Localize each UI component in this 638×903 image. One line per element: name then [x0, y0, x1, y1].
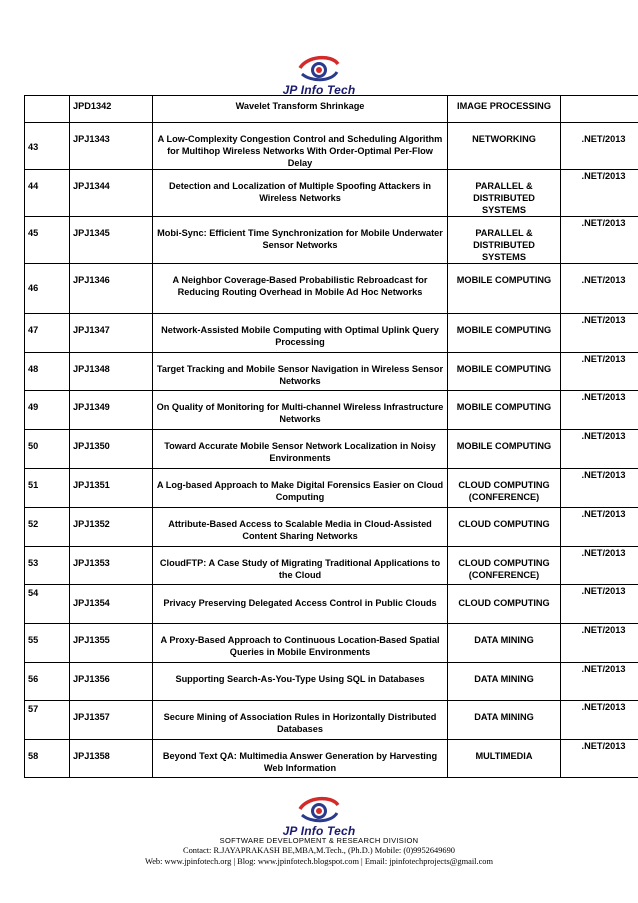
page-footer: [0, 836, 638, 867]
technology-year-cell: .NET/2013: [561, 740, 638, 778]
table-row: [25, 391, 638, 430]
project-domain-cell: DATA MINING: [448, 624, 561, 663]
project-title-cell: Detection and Localization of Multiple Spoofing Attackers in Wireless Networks: [153, 170, 448, 217]
table-row: [25, 547, 638, 585]
footer-web: Web: www.jpinfotech.org | Blog: www.jpinfotech.blogspot.com | Email: jpinfotechprojects@gmail.com: [144, 857, 494, 866]
table-row: [25, 508, 638, 547]
table-row: [25, 123, 638, 170]
serial-number-cell: 44: [25, 170, 70, 217]
project-title-cell: A Neighbor Coverage-Based Probabilistic Rebroadcast for Reducing Routing Overhead in Mobile Ad Hoc Networks: [153, 264, 448, 314]
project-domain-cell: PARALLEL & DISTRIBUTED SYSTEMS: [448, 217, 561, 264]
table-row: [25, 740, 638, 778]
project-title-cell: A Low-Complexity Congestion Control and Scheduling Algorithm for Multihop Wireless Networks With Order-Optimal Per-Flow Delay: [153, 123, 448, 170]
serial-number-cell: 46: [25, 264, 70, 314]
project-code-cell: JPJ1357: [70, 701, 153, 740]
project-title-cell: Wavelet Transform Shrinkage: [153, 96, 448, 123]
footer-division: SOFTWARE DEVELOPMENT & RESEARCH DIVISION: [219, 836, 419, 845]
project-title-cell: Attribute-Based Access to Scalable Media in Cloud-Assisted Content Sharing Networks: [153, 508, 448, 547]
project-code-cell: JPJ1358: [70, 740, 153, 778]
footer-contact: Contact: R.JAYAPRAKASH BE,MBA,M.Tech., (Ph.D.) Mobile: (0)9952649690: [183, 846, 455, 855]
serial-number-cell: 47: [25, 314, 70, 353]
technology-year-cell: .NET/2013: [561, 508, 638, 547]
project-code-cell: JPJ1355: [70, 624, 153, 663]
technology-year-cell: .NET/2013: [561, 547, 638, 585]
table-row: [25, 353, 638, 391]
project-domain-cell: DATA MINING: [448, 663, 561, 701]
technology-year-cell: .NET/2013: [561, 663, 638, 701]
project-code-cell: JPJ1350: [70, 430, 153, 469]
technology-year-cell: .NET/2013: [561, 123, 638, 170]
project-code-cell: JPJ1356: [70, 663, 153, 701]
project-table: [24, 95, 638, 778]
project-domain-cell: IMAGE PROCESSING: [448, 96, 561, 123]
project-domain-cell: MOBILE COMPUTING: [448, 430, 561, 469]
footer-logo: [0, 793, 638, 838]
project-title-cell: Mobi-Sync: Efficient Time Synchronization for Mobile Underwater Sensor Networks: [153, 217, 448, 264]
table-row: [25, 624, 638, 663]
technology-year-cell: .NET/2013: [561, 701, 638, 740]
project-domain-cell: CLOUD COMPUTING: [448, 585, 561, 624]
project-title-cell: Supporting Search-As-You-Type Using SQL in Databases: [153, 663, 448, 701]
project-code-cell: JPJ1353: [70, 547, 153, 585]
project-code-cell: JPJ1349: [70, 391, 153, 430]
project-title-cell: A Log-based Approach to Make Digital Forensics Easier on Cloud Computing: [153, 469, 448, 508]
project-domain-cell: MOBILE COMPUTING: [448, 353, 561, 391]
project-title-cell: CloudFTP: A Case Study of Migrating Traditional Applications to the Cloud: [153, 547, 448, 585]
table-row: [25, 469, 638, 508]
project-title-cell: Network-Assisted Mobile Computing with Optimal Uplink Query Processing: [153, 314, 448, 353]
table-row: [25, 96, 638, 123]
project-code-cell: JPJ1344: [70, 170, 153, 217]
serial-number-cell: 53: [25, 547, 70, 585]
serial-number-cell: 58: [25, 740, 70, 778]
technology-year-cell: .NET/2013: [561, 624, 638, 663]
project-domain-cell: NETWORKING: [448, 123, 561, 170]
project-title-cell: Privacy Preserving Delegated Access Control in Public Clouds: [153, 585, 448, 624]
technology-year-cell: .NET/2013: [561, 314, 638, 353]
project-code-cell: JPJ1352: [70, 508, 153, 547]
project-domain-cell: CLOUD COMPUTING: [448, 508, 561, 547]
technology-year-cell: .NET/2013: [561, 391, 638, 430]
technology-year-cell: .NET/2013: [561, 353, 638, 391]
technology-year-cell: .NET/2013: [561, 430, 638, 469]
technology-year-cell: .NET/2013: [561, 469, 638, 508]
project-code-cell: JPJ1351: [70, 469, 153, 508]
technology-year-cell: .NET/2013: [561, 217, 638, 264]
project-domain-cell: CLOUD COMPUTING (CONFERENCE): [448, 469, 561, 508]
serial-number-cell: 54: [25, 585, 70, 624]
serial-number-cell: 49: [25, 391, 70, 430]
jp-info-tech-logo-icon: [297, 52, 341, 86]
technology-year-cell: [561, 96, 638, 123]
project-domain-cell: MOBILE COMPUTING: [448, 391, 561, 430]
header-brand-name: JP Info Tech: [282, 83, 356, 97]
table-row: [25, 170, 638, 217]
project-code-cell: JPJ1354: [70, 585, 153, 624]
technology-year-cell: .NET/2013: [561, 170, 638, 217]
table-row: [25, 217, 638, 264]
jp-info-tech-logo-icon: [297, 793, 341, 827]
table-row: [25, 663, 638, 701]
project-domain-cell: MOBILE COMPUTING: [448, 314, 561, 353]
table-row: [25, 264, 638, 314]
table-row: [25, 430, 638, 469]
technology-year-cell: .NET/2013: [561, 585, 638, 624]
project-code-cell: JPD1342: [70, 96, 153, 123]
serial-number-cell: 56: [25, 663, 70, 701]
serial-number-cell: 43: [25, 123, 70, 170]
project-code-cell: JPJ1343: [70, 123, 153, 170]
serial-number-cell: 51: [25, 469, 70, 508]
table-row: [25, 314, 638, 353]
project-table-body: [25, 96, 638, 778]
project-domain-cell: CLOUD COMPUTING (CONFERENCE): [448, 547, 561, 585]
project-title-cell: Beyond Text QA: Multimedia Answer Generation by Harvesting Web Information: [153, 740, 448, 778]
project-domain-cell: MOBILE COMPUTING: [448, 264, 561, 314]
project-domain-cell: PARALLEL & DISTRIBUTED SYSTEMS: [448, 170, 561, 217]
project-code-cell: JPJ1347: [70, 314, 153, 353]
table-row: [25, 701, 638, 740]
project-title-cell: A Proxy-Based Approach to Continuous Location-Based Spatial Queries in Mobile Environments: [153, 624, 448, 663]
technology-year-cell: .NET/2013: [561, 264, 638, 314]
project-title-cell: Secure Mining of Association Rules in Horizontally Distributed Databases: [153, 701, 448, 740]
project-code-cell: JPJ1348: [70, 353, 153, 391]
serial-number-cell: 45: [25, 217, 70, 264]
serial-number-cell: 50: [25, 430, 70, 469]
footer-brand-name: JP Info Tech: [282, 824, 356, 838]
serial-number-cell: [25, 96, 70, 123]
project-code-cell: JPJ1345: [70, 217, 153, 264]
serial-number-cell: 48: [25, 353, 70, 391]
project-title-cell: On Quality of Monitoring for Multi-channel Wireless Infrastructure Networks: [153, 391, 448, 430]
header-logo: [0, 52, 638, 97]
table-row: [25, 585, 638, 624]
serial-number-cell: 52: [25, 508, 70, 547]
project-title-cell: Toward Accurate Mobile Sensor Network Localization in Noisy Environments: [153, 430, 448, 469]
project-domain-cell: DATA MINING: [448, 701, 561, 740]
project-code-cell: JPJ1346: [70, 264, 153, 314]
serial-number-cell: 57: [25, 701, 70, 740]
serial-number-cell: 55: [25, 624, 70, 663]
project-domain-cell: MULTIMEDIA: [448, 740, 561, 778]
project-title-cell: Target Tracking and Mobile Sensor Navigation in Wireless Sensor Networks: [153, 353, 448, 391]
